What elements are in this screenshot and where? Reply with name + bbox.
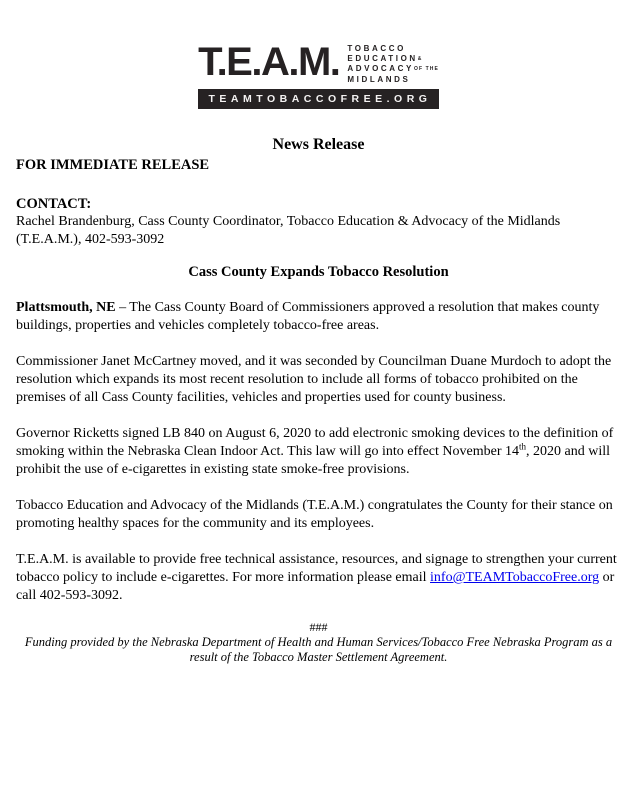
team-logo-tagline [347,44,439,84]
end-mark: ### [309,620,328,634]
paragraph-text: or call 402-593-3092. [16,570,615,603]
funding-disclaimer: Funding provided by the Nebraska Department of Health and Human Services/Tobacco Free Nebraska Program as a result of the Tobacco Master Settlement Agreement. [24,635,613,664]
tagline-line-2 [347,54,422,63]
paragraph-assistance [16,551,621,605]
for-immediate-release-label: FOR IMMEDIATE RELEASE [16,157,210,173]
tagline-line-3 [347,64,439,73]
tagline-word: MIDLANDS [347,74,411,84]
paragraph-lb840 [16,425,621,479]
team-logo-acronym: T.E.A.M. [198,40,340,84]
ordinal-superscript: th [519,441,527,452]
website-bar-text: TEAMTOBACCOFREE.ORG [208,93,432,105]
tagline-line-1 [347,44,406,53]
paragraph-text: Governor Ricketts signed LB 840 on August 6, 2020 to add electronic smoking devices to the definition of smoking within the Nebraska Clean Indoor Act. This law will go into effect November 14 [16,426,614,459]
tagline-word: TOBACCO [347,44,406,53]
contact-info: Rachel Brandenburg, Cass County Coordinator, Tobacco Education & Advocacy of the Midlands (T.E.A.M.), 402-593-3092 [16,214,561,247]
paragraph-text: T.E.A.M. is available to provide free technical assistance, resources, and signage to strengthen your current tobacco policy to include e-cigarettes. For more information please email [16,552,617,585]
tagline-ampersand: & [417,55,423,62]
press-release-page [0,42,637,665]
paragraph-text: – The Cass County Board of Commissioners approved a resolution that makes county buildings, properties and vehicles completely tobacco-free areas. [16,300,600,333]
team-logo [198,42,439,109]
tagline-line-4 [347,75,410,84]
news-release-title: News Release [272,136,365,153]
tagline-word: ADVOCACY [347,64,414,73]
paragraph-congratulations: Tobacco Education and Advocacy of the Midlands (T.E.A.M.) congratulates the County for their stance on promoting healthy spaces for the community and its employees. [16,498,613,531]
paragraph-text: , 2020 and will prohibit the use of e-cigarettes in existing state smoke-free provisions. [16,444,611,477]
tagline-word: EDUCATION [347,53,418,63]
team-logo-lockup [198,42,439,84]
paragraph-dateline [16,299,621,335]
article-headline: Cass County Expands Tobacco Resolution [188,264,449,280]
tagline-of-the: OF THE [414,66,439,72]
email-link[interactable]: info@TEAMTobaccoFree.org [430,570,600,585]
paragraph-commissioners: Commissioner Janet McCartney moved, and it was seconded by Councilman Duane Murdoch to adopt the resolution which expands its most recent resolution to include all forms of tobacco prohibited on the premises of all Cass County facilities, vehicles and properties used for county business. [16,354,612,405]
dateline-lead: Plattsmouth, NE [16,300,116,315]
contact-label: CONTACT: [16,196,92,212]
team-website-bar [198,89,439,109]
